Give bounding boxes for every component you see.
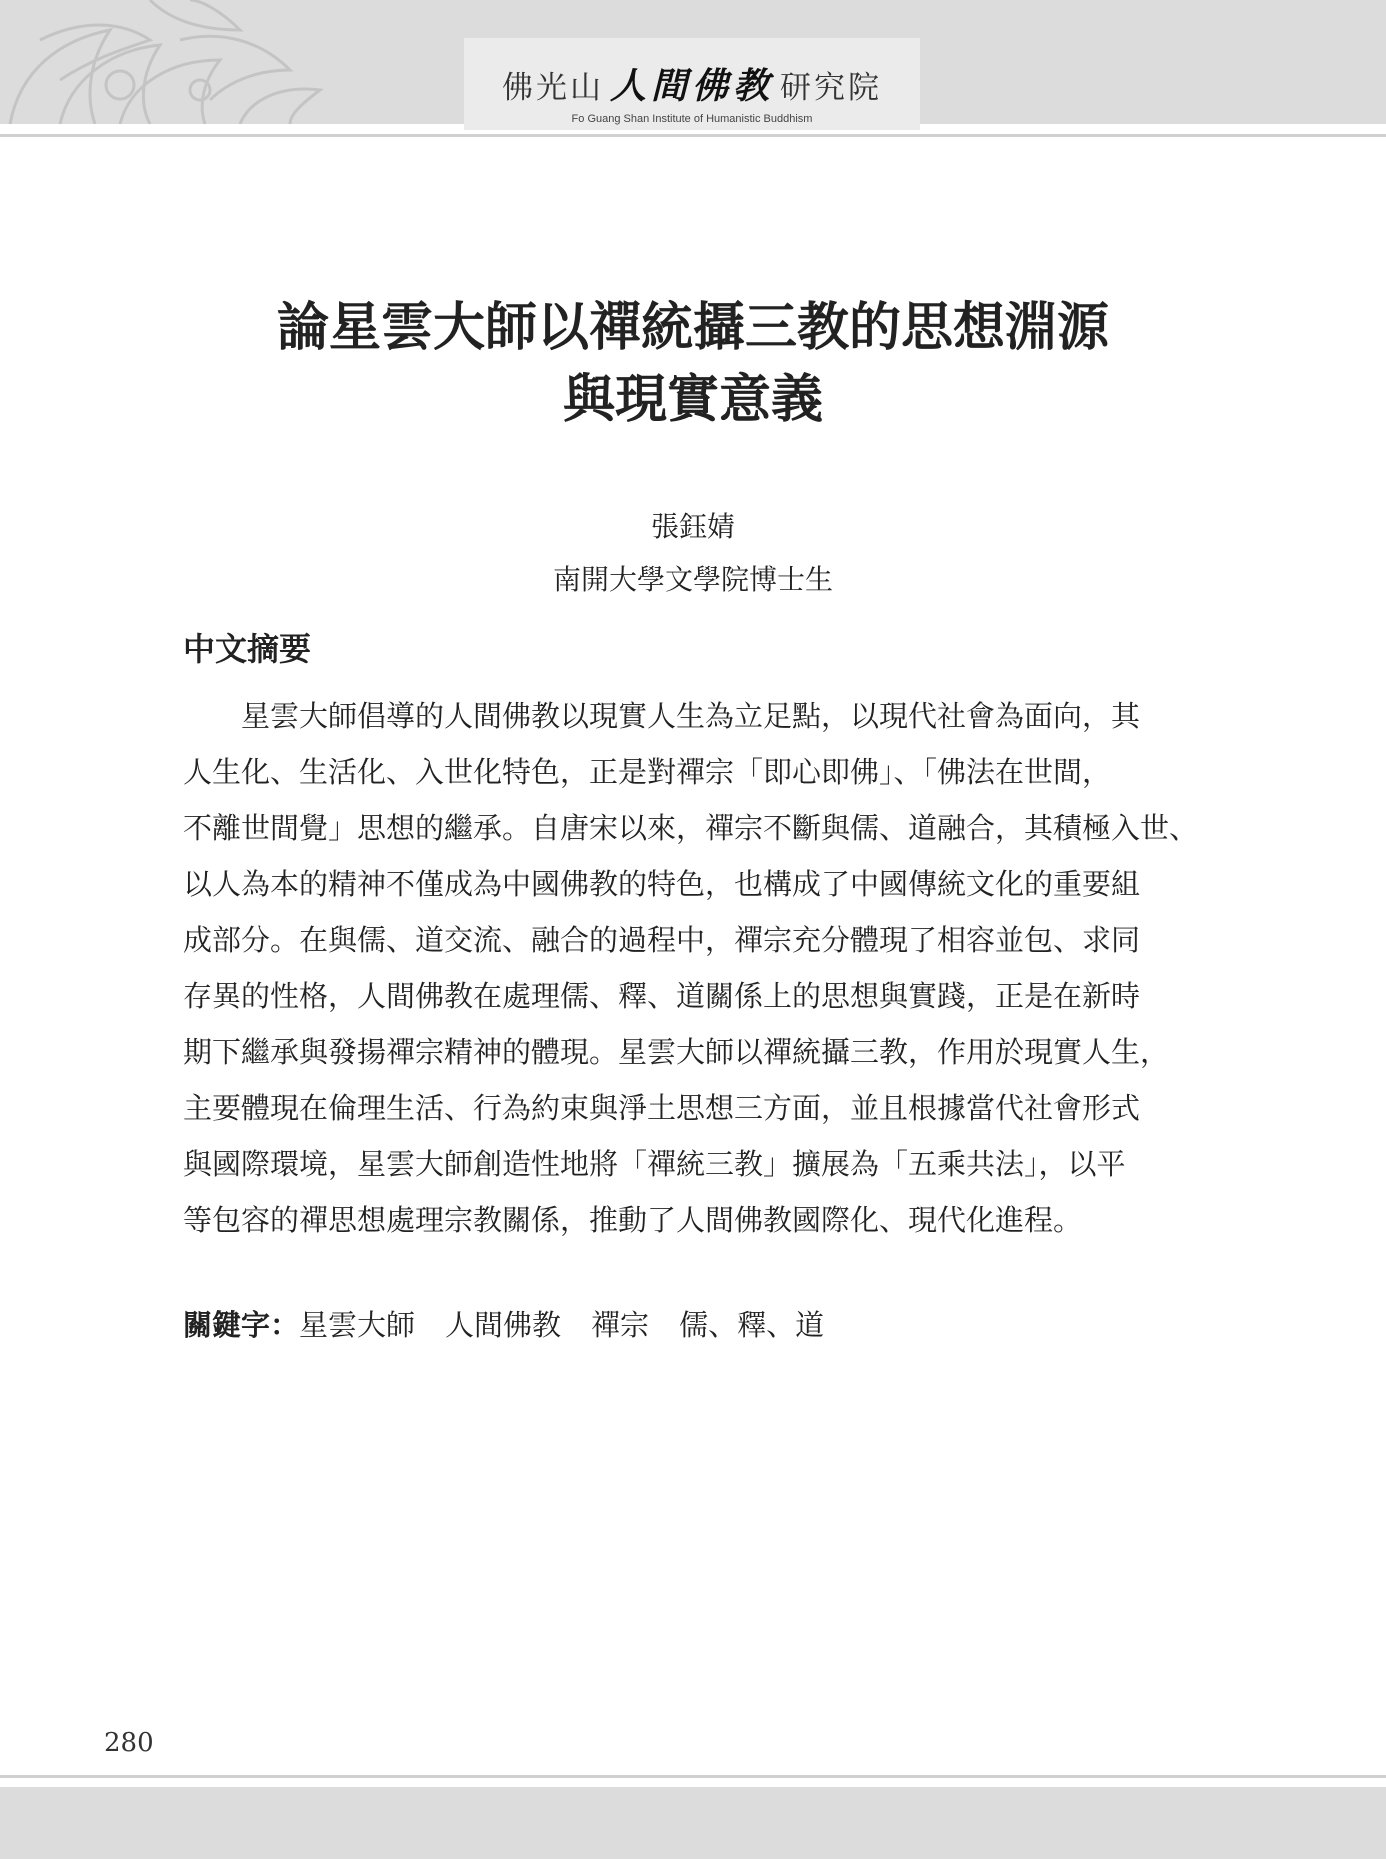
bottom-banner bbox=[0, 1787, 1386, 1859]
article-title-line-2: 與現實意義 bbox=[562, 369, 823, 430]
page-number: 280 bbox=[104, 1728, 154, 1758]
abstract-line: 期下繼承與發揚禪宗精神的體現。星雲大師以禪統攝三教，作用於現實人生， bbox=[183, 1035, 1170, 1069]
lotus-ornament-icon bbox=[0, 0, 360, 124]
institute-english-name: Fo Guang Shan Institute of Humanistic Buddhism bbox=[571, 113, 813, 125]
keyword: 人間佛教 bbox=[445, 1308, 562, 1342]
top-divider bbox=[0, 134, 1386, 137]
institute-logo-text: 人間佛教 bbox=[609, 65, 774, 107]
abstract-line: 等包容的禪思想處理宗教關係，推動了人間佛教國際化、現代化進程。 bbox=[183, 1203, 1083, 1237]
keyword: 禪宗 bbox=[591, 1308, 650, 1342]
institute-name-suffix: 研究院 bbox=[780, 70, 882, 106]
bottom-divider bbox=[0, 1775, 1386, 1778]
abstract-line: 成部分。在與儒、道交流、融合的過程中，禪宗充分體現了相容並包、求同 bbox=[183, 923, 1141, 957]
abstract-line: 以人為本的精神不僅成為中國佛教的特色，也構成了中國傳統文化的重要組 bbox=[183, 867, 1141, 901]
keyword: 儒、釋、道 bbox=[679, 1308, 825, 1342]
institute-name-prefix: 佛光山 bbox=[501, 70, 604, 106]
article-title-line-1: 論星雲大師以禪統攝三教的思想淵源 bbox=[276, 297, 1109, 358]
author-name: 張鈺婧 bbox=[650, 510, 735, 543]
abstract-line: 存異的性格，人間佛教在處理儒、釋、道關係上的思想與實踐，正是在新時 bbox=[183, 979, 1141, 1013]
abstract-line: 人生化、生活化、入世化特色，正是對禪宗「即心即佛」、「佛法在世間， bbox=[183, 755, 1112, 789]
abstract-body bbox=[183, 688, 1205, 1248]
abstract-heading: 中文摘要 bbox=[183, 630, 312, 668]
keywords bbox=[183, 1303, 854, 1344]
abstract-line: 星雲大師倡導的人間佛教以現實人生為立足點，以現代社會為面向，其 bbox=[183, 699, 1141, 733]
keywords-label: 關鍵字： bbox=[183, 1308, 300, 1342]
author-affiliation: 南開大學文學院博士生 bbox=[552, 563, 833, 596]
top-banner bbox=[0, 0, 1386, 124]
institute-name bbox=[464, 58, 920, 109]
article-title bbox=[0, 292, 1386, 436]
abstract-line: 與國際環境，星雲大師創造性地將「禪統三教」擴展為「五乘共法」，以平 bbox=[183, 1147, 1126, 1181]
abstract-line: 不離世間覺」思想的繼承。自唐宋以來，禪宗不斷與儒、道融合，其積極入世、 bbox=[183, 811, 1199, 845]
abstract-line: 主要體現在倫理生活、行為約束與淨土思想三方面，並且根據當代社會形式 bbox=[183, 1091, 1141, 1125]
keyword: 星雲大師 bbox=[299, 1308, 416, 1342]
institute-header bbox=[464, 38, 920, 130]
